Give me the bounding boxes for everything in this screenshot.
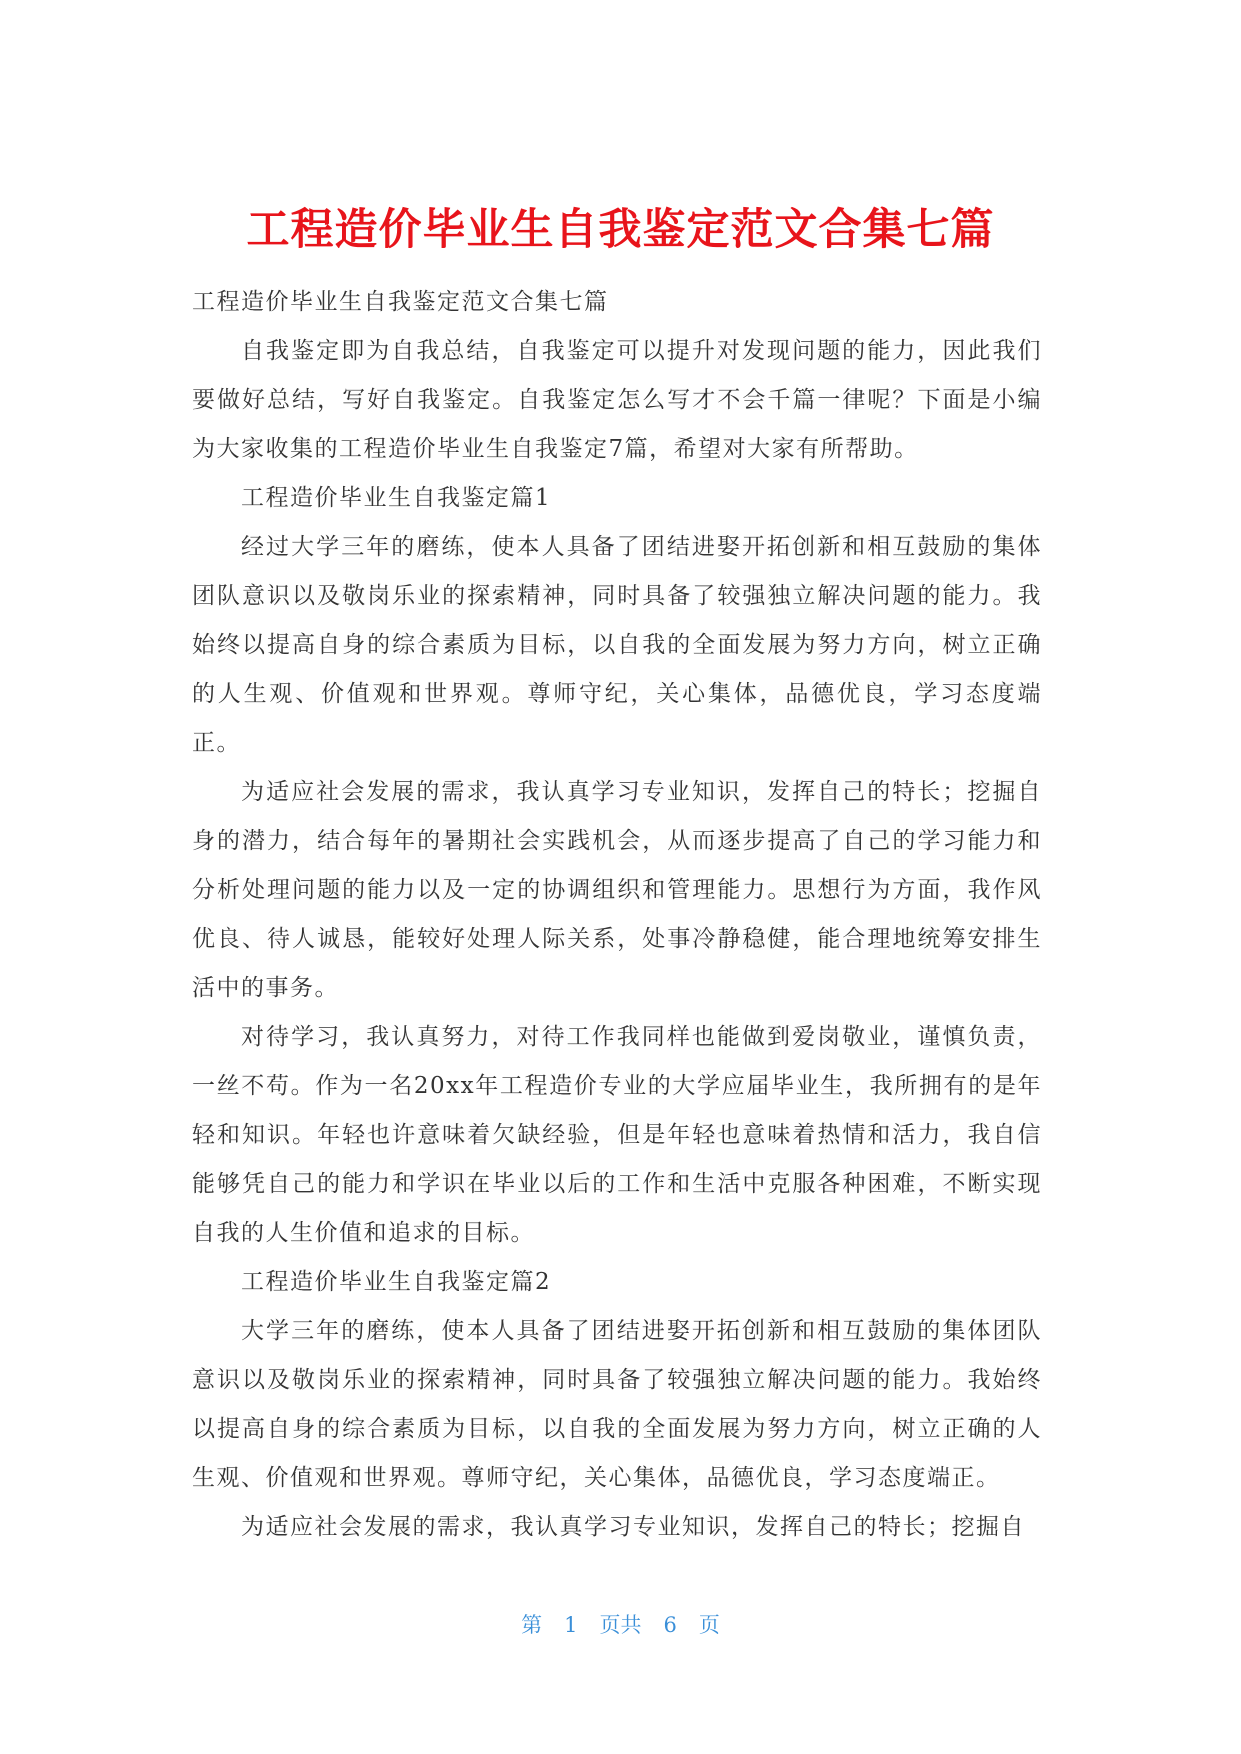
document-subtitle: 工程造价毕业生自我鉴定范文合集七篇 [192, 289, 609, 315]
footer-suffix: 页 [698, 1613, 720, 1637]
footer-prefix: 第 [521, 1613, 543, 1637]
intro-paragraph: 自我鉴定即为自我总结，自我鉴定可以提升对发现问题的能力，因此我们要做好总结，写好自我鉴定。自我鉴定怎么写才不会千篇一律呢？下面是小编为大家收集的工程造价毕业生自我鉴定7篇，希望对大家有所帮助。 [192, 338, 1042, 462]
footer-total-pages: 6 [663, 1613, 677, 1637]
page-footer [0, 1610, 1241, 1640]
body-paragraph: 为适应社会发展的需求，我认真学习专业知识，发挥自己的特长；挖掘自身的潜力，结合每年的暑期社会实践机会，从而逐步提高了自己的学习能力和分析处理问题的能力以及一定的协调组织和管理能力。思想行为方面，我作风优良、待人诚恳，能较好处理人际关系，处事冷静稳健，能合理地统筹安排生活中的事务。 [192, 779, 1042, 1001]
body-paragraph: 经过大学三年的磨练，使本人具备了团结进娶开拓创新和相互鼓励的集体团队意识以及敬岗乐业的探索精神，同时具备了较强独立解决问题的能力。我始终以提高自身的综合素质为目标，以自我的全面发展为努力方向，树立正确的人生观、价值观和世界观。尊师守纪，关心集体，品德优良，学习态度端正。 [192, 534, 1042, 756]
document-title: 工程造价毕业生自我鉴定范文合集七篇 [246, 205, 995, 255]
body-paragraph: 为适应社会发展的需求，我认真学习专业知识，发挥自己的特长；挖掘自 [241, 1514, 1025, 1540]
section-heading-2: 工程造价毕业生自我鉴定篇2 [241, 1269, 552, 1295]
footer-middle: 页共 [599, 1613, 642, 1637]
footer-page-number: 1 [564, 1613, 578, 1637]
document-body [192, 278, 1042, 1552]
body-paragraph: 对待学习，我认真努力，对待工作我同样也能做到爱岗敬业，谨慎负责，一丝不苟。作为一名20xx年工程造价专业的大学应届毕业生，我所拥有的是年轻和知识。年轻也许意味着欠缺经验，但是年轻也意味着热情和活力，我自信能够凭自己的能力和学识在毕业以后的工作和生活中克服各种困难，不断实现自我的人生价值和追求的目标。 [192, 1024, 1042, 1246]
body-paragraph: 大学三年的磨练，使本人具备了团结进娶开拓创新和相互鼓励的集体团队意识以及敬岗乐业的探索精神，同时具备了较强独立解决问题的能力。我始终以提高自身的综合素质为目标，以自我的全面发展为努力方向，树立正确的人生观、价值观和世界观。尊师守纪，关心集体，品德优良，学习态度端正。 [192, 1318, 1042, 1491]
section-heading-1: 工程造价毕业生自我鉴定篇1 [241, 485, 552, 511]
